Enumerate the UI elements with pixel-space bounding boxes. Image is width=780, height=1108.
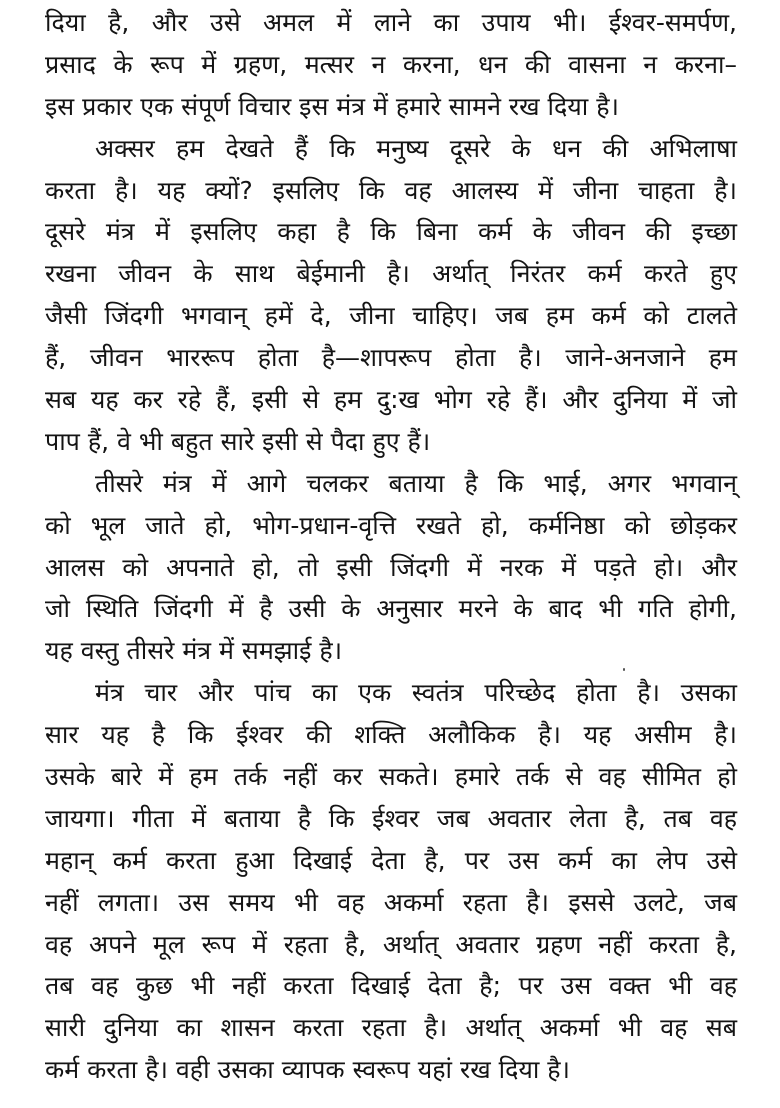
- text-line: दूसरे मंत्र में इसलिए कहा है कि बिना कर्म के जीवन की इच्छा: [45, 217, 737, 247]
- text-line: आलस को अपनाते हो, तो इसी जिंदगी में नरक में पड़ते हो। और: [45, 552, 737, 582]
- paragraph-4: [45, 672, 737, 1091]
- text-line: इस प्रकार एक संपूर्ण विचार इस मंत्र में हमारे सामने रख दिया है।: [45, 91, 619, 121]
- text-line: दिया है, और उसे अमल में लाने का उपाय भी। ईश्वर-समर्पण,: [45, 8, 737, 37]
- text-line: प्रसाद के रूप में ग्रहण, मत्सर न करना, धन की वासना न करना–: [45, 49, 737, 79]
- text-line: करता है। यह क्यों? इसलिए कि वह आलस्य में जीना चाहता है।: [45, 175, 737, 205]
- text-line: तब वह कुछ भी नहीं करता दिखाई देता है; पर उस वक्त भी वह: [45, 971, 737, 1001]
- text-line: हैं, जीवन भाररूप होता है—शापरूप होता है। जाने-अनजाने हम: [45, 343, 737, 373]
- text-line: जो स्थिति जिंदगी में है उसी के अनुसार मरने के बाद भी गति होगी,: [45, 594, 737, 624]
- text-line: कर्म करता है। वही उसका व्यापक स्वरूप यहां रख दिया है।: [45, 1055, 571, 1085]
- text-line: सार यह है कि ईश्वर की शक्ति अलौकिक है। यह असीम है।: [45, 720, 737, 750]
- paragraph-1: [45, 2, 737, 128]
- text-line: अक्सर हम देखते हैं कि मनुष्य दूसरे के धन की अभिलाषा: [95, 133, 737, 163]
- text-line: रखना जीवन के साथ बेईमानी है। अर्थात् निरंतर कर्म करते हुए: [45, 259, 737, 289]
- text-line: जैसी जिंदगी भगवान् हमें दे, जीना चाहिए। जब हम कर्म को टालते: [45, 301, 737, 331]
- scan-speck: [623, 668, 625, 671]
- text-line: तीसरे मंत्र में आगे चलकर बताया है कि भाई, अगर भगवान्: [95, 468, 737, 498]
- text-line: सब यह कर रहे हैं, इसी से हम दु:ख भोग रहे हैं। और दुनिया में जो: [45, 385, 737, 415]
- text-line: मंत्र चार और पांच का एक स्वतंत्र परिच्छेद होता है। उसका: [95, 678, 737, 708]
- text-line: सारी दुनिया का शासन करता रहता है। अर्थात् अकर्मा भी वह सब: [45, 1013, 737, 1043]
- text-line: जायगा। गीता में बताया है कि ईश्वर जब अवतार लेता है, तब वह: [45, 803, 737, 833]
- text-line: उसके बारे में हम तर्क नहीं कर सकते। हमारे तर्क से वह सीमित हो: [45, 762, 737, 792]
- text-line: पाप हैं, वे भी बहुत सारे इसी से पैदा हुए हैं।: [45, 426, 431, 456]
- text-line: यह वस्तु तीसरे मंत्र में समझाई है।: [45, 636, 343, 666]
- paragraph-3: [45, 463, 737, 672]
- text-line: नहीं लगता। उस समय भी वह अकर्मा रहता है। इससे उलटे, जब: [45, 887, 737, 917]
- text-line: महान् कर्म करता हुआ दिखाई देता है, पर उस कर्म का लेप उसे: [45, 845, 737, 875]
- text-line: को भूल जाते हो, भोग-प्रधान-वृत्ति रखते हो, कर्मनिष्ठा को छोड़कर: [45, 510, 737, 540]
- scanned-book-page: [45, 2, 737, 1091]
- text-line: वह अपने मूल रूप में रहता है, अर्थात् अवतार ग्रहण नहीं करता है,: [45, 929, 737, 959]
- paragraph-2: [45, 128, 737, 463]
